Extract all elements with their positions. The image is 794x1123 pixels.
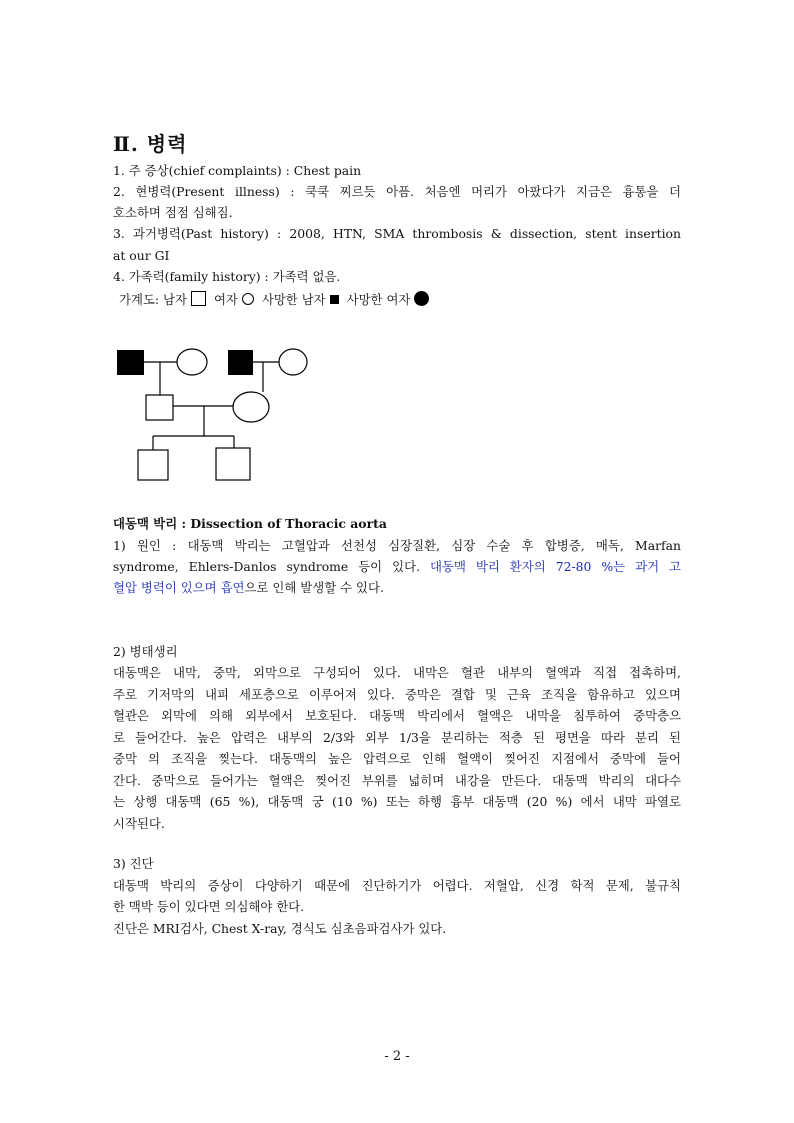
page-number: - 2 - — [384, 1049, 410, 1064]
legend-deceased-female-label: 사망한 여자 — [346, 292, 411, 307]
patho-line-1: 대동맥은 내막, 중막, 외막으로 구성되어 있다. 내막은 혈관 내부의 혈액과 직접 접촉하며, — [113, 665, 681, 680]
diag-line-3: 진단은 MRI검사, Chest X-ray, 경식도 심초음파검사가 있다. — [113, 921, 447, 936]
chief-complaint: 1. 주 증상(chief complaints) : Chest pain — [113, 163, 362, 178]
past-history-line-2: at our GI — [113, 248, 170, 263]
deceased-male-square-icon — [330, 295, 339, 304]
legend-male-label: 남자 — [163, 292, 187, 307]
deceased-female-circle-icon — [414, 291, 429, 306]
patho-line-7: 는 상행 대동맥 (65 %), 대동맥 궁 (10 %) 또는 하행 흉부 대동맥 (20 %) 에서 내막 파열로 — [113, 794, 681, 809]
section-title: Ⅱ. 병력 — [113, 132, 188, 156]
child-son-1 — [138, 450, 168, 480]
diag-line-2: 한 맥박 등이 있다면 의심해야 한다. — [113, 899, 305, 914]
dissection-heading: 대동맥 박리 : Dissection of Thoracic aorta — [113, 516, 387, 531]
female-circle-icon — [242, 293, 254, 305]
grandmother-maternal — [279, 349, 307, 375]
male-square-icon — [191, 291, 206, 306]
cause-line-2a: syndrome, Ehlers-Danlos syndrome 등이 있다. — [113, 559, 430, 574]
grandmother-paternal — [177, 349, 207, 375]
patho-line-4: 로 들어간다. 높은 압력은 내부의 2/3와 외부 1/3을 분리하는 적층 된 평면을 따라 분리 된 — [113, 730, 681, 745]
father — [146, 395, 173, 420]
cause-line-3a: 혈압 병력이 있으며 흡연 — [113, 580, 245, 595]
legend-prefix: 가계도: — [119, 292, 160, 307]
cause-line-2b: 대동맥 박리 환자의 72-80 %는 과거 고 — [430, 559, 681, 574]
pedigree-legend — [119, 289, 433, 311]
cause-line-1: 1) 원인 : 대동맥 박리는 고혈압과 선천성 심장질환, 심장 수술 후 합병증, 매독, Marfan — [113, 538, 681, 553]
patho-line-3: 혈관은 외막에 의해 외부에서 보호된다. 대동맥 박리에서 혈액은 내막을 침투하여 중막층으 — [113, 708, 681, 723]
family-history: 4. 가족력(family history) : 가족력 없음. — [113, 269, 341, 284]
cause-line-3 — [113, 577, 681, 599]
patho-line-5: 중막 의 조직을 찢는다. 대동맥의 높은 압력으로 인해 혈액이 찢어진 지점에서 중막에 들어 — [113, 751, 681, 766]
grandfather-maternal-deceased — [228, 350, 253, 375]
mother — [233, 392, 269, 422]
pathophysiology-heading: 2) 병태생리 — [113, 644, 178, 659]
diagnosis-heading: 3) 진단 — [113, 856, 154, 871]
present-illness-line-2: 호소하며 점점 심해짐. — [113, 205, 233, 220]
grandfather-paternal-deceased — [117, 350, 144, 375]
child-son-2 — [216, 448, 250, 480]
cause-line-3b: 으로 인해 발생할 수 있다. — [244, 580, 384, 595]
patho-line-6: 간다. 중막으로 들어가는 혈액은 찢어진 부위를 넓히며 내강을 만든다. 대동맥 박리의 대다수 — [113, 773, 681, 788]
patho-line-8: 시작된다. — [113, 816, 165, 831]
past-history-line-1: 3. 과거병력(Past history) : 2008, HTN, SMA thrombosis & dissection, stent insertion — [113, 226, 681, 241]
legend-female-label: 여자 — [213, 292, 238, 307]
cause-line-2 — [113, 556, 681, 578]
present-illness-line-1: 2. 현병력(Present illness) : 쿡쿡 찌르듯 아픔. 처음엔 머리가 아팠다가 지금은 흉통을 더 — [113, 184, 681, 199]
legend-deceased-male-label: 사망한 남자 — [261, 292, 326, 307]
diag-line-1: 대동맥 박리의 증상이 다양하기 때문에 진단하기가 어렵다. 저혈압, 신경 학적 문제, 불규칙 — [113, 878, 681, 893]
patho-line-2: 주로 기저막의 내피 세포층으로 이루어져 있다. 중막은 결합 및 근육 조직을 함유하고 있으며 — [113, 687, 681, 702]
pedigree-diagram — [110, 340, 320, 490]
